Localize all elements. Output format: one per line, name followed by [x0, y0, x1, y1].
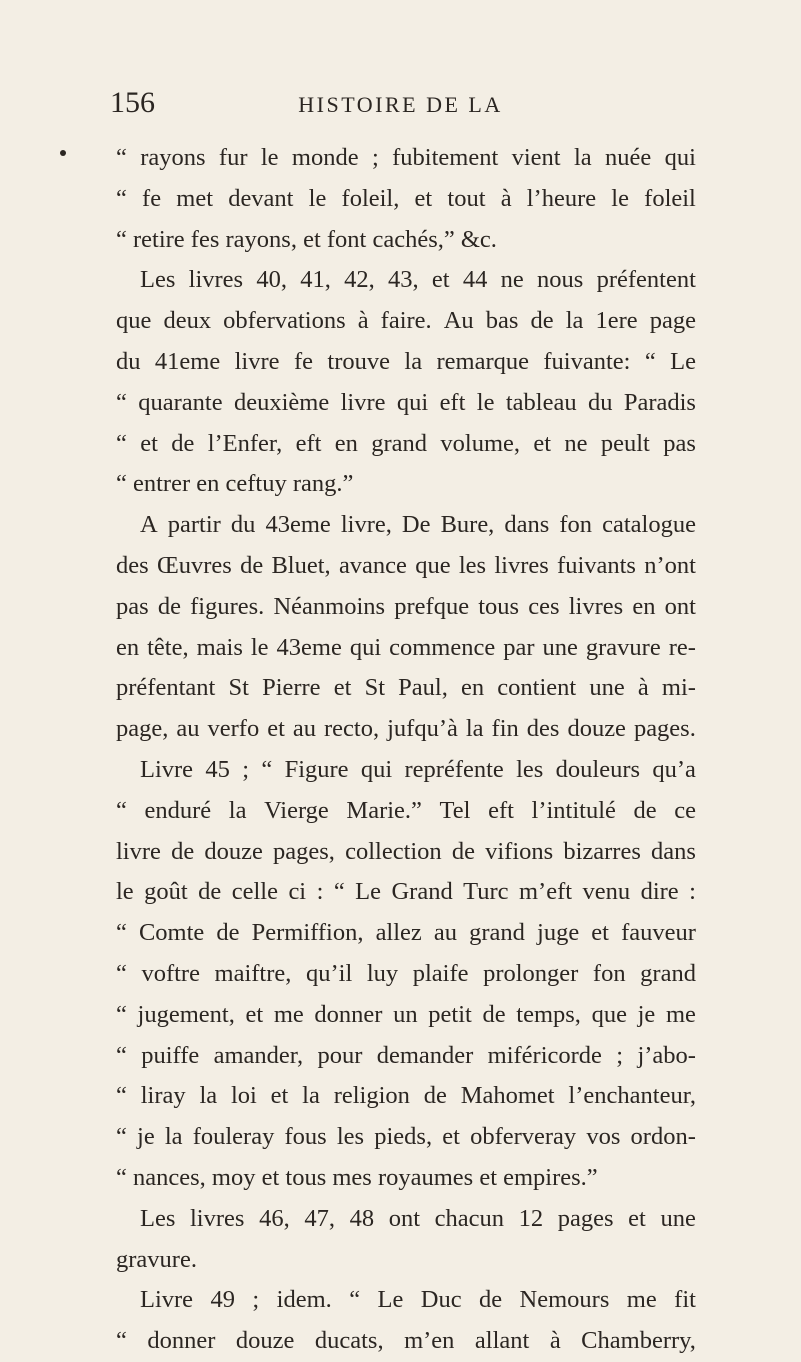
text-line: Les livres 46, 47, 48 ont chacun 12 pages et une: [140, 1204, 696, 1232]
text-line: gravure.: [116, 1245, 197, 1273]
text-line: “ je la fouleray fous les pieds, et obferveray vos ordon-: [116, 1123, 696, 1151]
text-line: “ nances, moy et tous mes royaumes et empires.”: [116, 1163, 598, 1191]
text-line: “ jugement, et me donner un petit de temps, que je me: [116, 1000, 696, 1028]
text-line: “ et de l’Enfer, eft en grand volume, et ne peult pas: [116, 429, 696, 457]
text-line: Livre 45 ; “ Figure qui repréfente les douleurs qu’a: [140, 755, 696, 783]
text-line: “ Comte de Permiffion, allez au grand juge et fauveur: [116, 919, 696, 947]
text-line: “ retire fes rayons, et font cachés,” &c.: [116, 225, 497, 253]
body-text: [116, 138, 696, 1362]
text-line: pas de figures. Néanmoins prefque tous ces livres en ont: [116, 592, 696, 620]
text-line: Livre 49 ; idem. “ Le Duc de Nemours me fit: [140, 1286, 696, 1314]
text-line: Les livres 40, 41, 42, 43, et 44 ne nous préfentent: [140, 266, 696, 294]
running-title: HISTOIRE DE LA: [298, 92, 503, 117]
text-line: “ enduré la Vierge Marie.” Tel eft l’intitulé de ce: [116, 796, 696, 824]
text-line: livre de douze pages, collection de vifions bizarres dans: [116, 837, 696, 865]
text-line: “ donner douze ducats, m’en allant à Chamberry,: [116, 1327, 696, 1355]
text-line: préfentant St Pierre et St Paul, en contient une à mi-: [116, 674, 696, 702]
text-line: “ puiffe amander, pour demander miféricorde ; j’abo-: [116, 1041, 696, 1069]
text-line: “ rayons fur le monde ; fubitement vient la nuée qui: [116, 144, 696, 171]
text-line: “ voftre maiftre, qu’il luy plaife prolonger fon grand: [116, 959, 696, 987]
text-line: le goût de celle ci : “ Le Grand Turc m’eft venu dire :: [116, 878, 696, 906]
text-line: A partir du 43eme livre, De Bure, dans fon catalogue: [140, 511, 696, 539]
margin-mark: [60, 150, 66, 156]
page-number: 156: [110, 86, 155, 119]
text-line: en tête, mais le 43eme qui commence par une gravure re-: [116, 633, 696, 661]
text-line: page, au verfo et au recto, jufqu’à la fin des douze pages.: [116, 715, 696, 743]
text-line: des Œuvres de Bluet, avance que les livres fuivants n’ont: [116, 551, 696, 579]
text-line: “ liray la loi et la religion de Mahomet l’enchanteur,: [116, 1082, 696, 1110]
text-line: “ entrer en ceftuy rang.”: [116, 470, 354, 498]
text-line: “ quarante deuxième livre qui eft le tableau du Paradis: [116, 388, 696, 416]
text-line: que deux obfervations à faire. Au bas de la 1ere page: [116, 307, 696, 335]
text-line: “ fe met devant le foleil, et tout à l’heure le foleil: [116, 184, 696, 212]
text-line: du 41eme livre fe trouve la remarque fuivante: “ Le: [116, 347, 696, 375]
